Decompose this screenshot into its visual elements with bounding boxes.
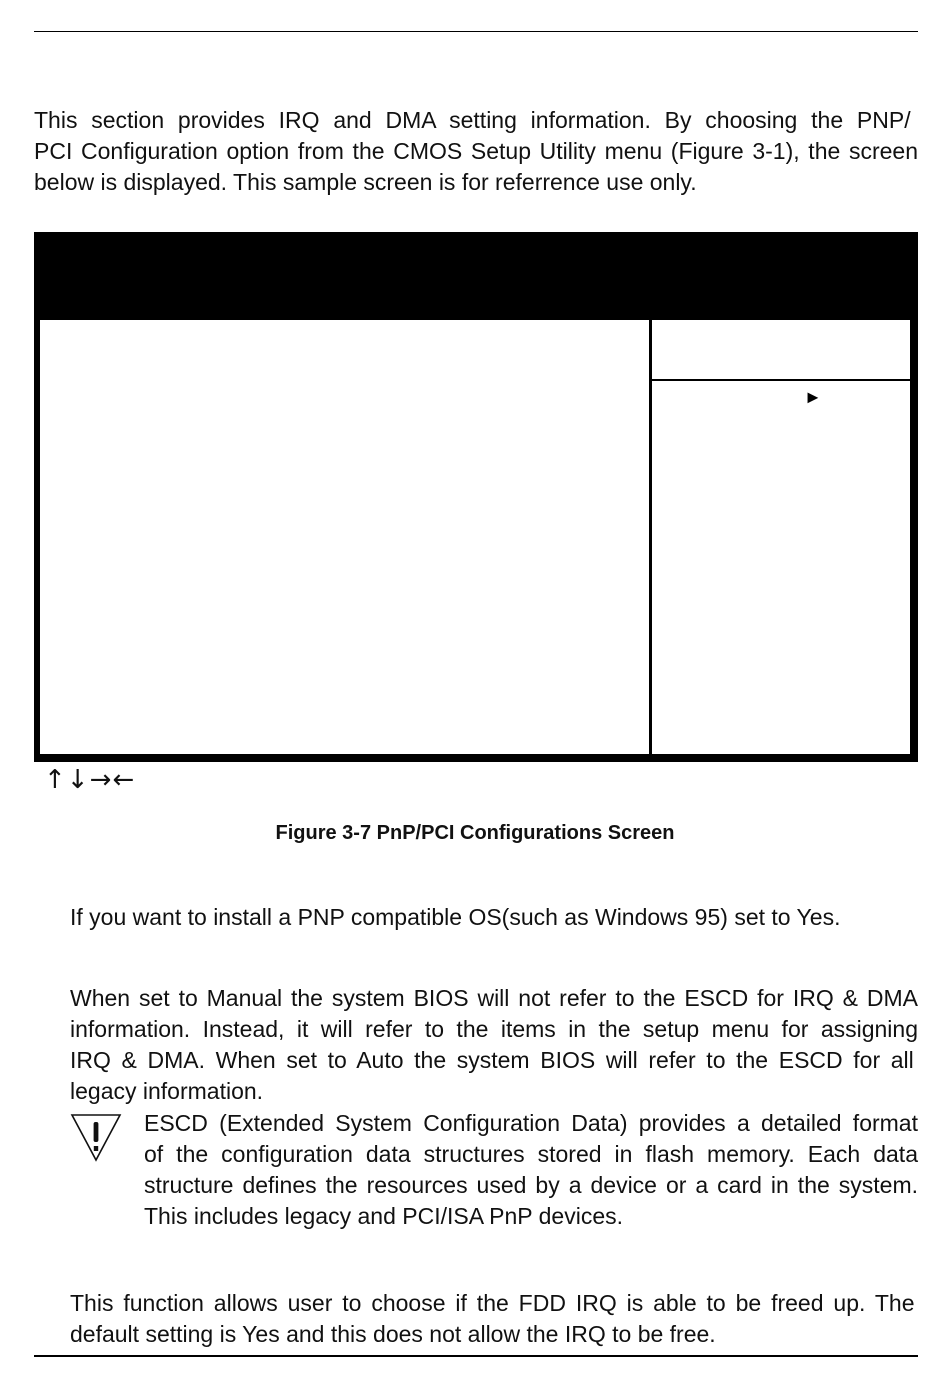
note-line: of the configuration data structures stored in flash memory. Each data [144,1141,918,1167]
note-line: This includes legacy and PCI/ISA PnP devices. [144,1203,624,1229]
body-line: When set to Manual the system BIOS will not refer to the ESCD for IRQ & DMA [70,985,918,1011]
bios-screenshot [34,232,918,762]
note-line: structure defines the resources used by a device or a card in the system. [144,1172,918,1198]
resources-controlled-paragraph [70,983,918,1107]
note-line: ESCD (Extended System Configuration Data) provides a detailed format [144,1110,918,1136]
bios-settings-panel [40,320,649,754]
bios-help-panel [652,381,910,754]
body-line: information. Instead, it will refer to the items in the setup menu for assigning [70,1016,918,1042]
escd-note [144,1108,918,1232]
submenu-pointer-icon: ► [804,387,822,407]
body-line: This function allows user to choose if the FDD IRQ is able to be freed up. The [70,1290,915,1316]
bios-header-bar [34,232,918,320]
fdd-irq-paragraph [70,1288,918,1350]
top-rule [34,31,918,32]
warning-triangle-icon [70,1112,122,1164]
body-line: If you want to install a PNP compatible OS(such as Windows 95) set to Yes. [70,904,841,930]
pnp-os-paragraph [70,902,918,933]
navigation-keys: ↑↓→← [44,765,136,795]
intro-line: below is displayed. This sample screen is for referrence use only. [34,169,697,195]
figure-caption: Figure 3-7 PnP/PCI Configurations Screen [275,822,675,844]
bottom-rule [34,1355,918,1357]
body-line: default setting is Yes and this does not allow the IRQ to be free. [70,1321,716,1347]
intro-line: PCI Configuration option from the CMOS Setup Utility menu (Figure 3-1), the screen [34,138,918,164]
intro-line: This section provides IRQ and DMA setting information. By choosing the PNP/ [34,107,911,133]
body-line: IRQ & DMA. When set to Auto the system BIOS will refer to the ESCD for all [70,1047,914,1073]
bios-help-header-panel [652,320,910,379]
body-line: legacy information. [70,1078,264,1104]
intro-paragraph [34,105,918,198]
